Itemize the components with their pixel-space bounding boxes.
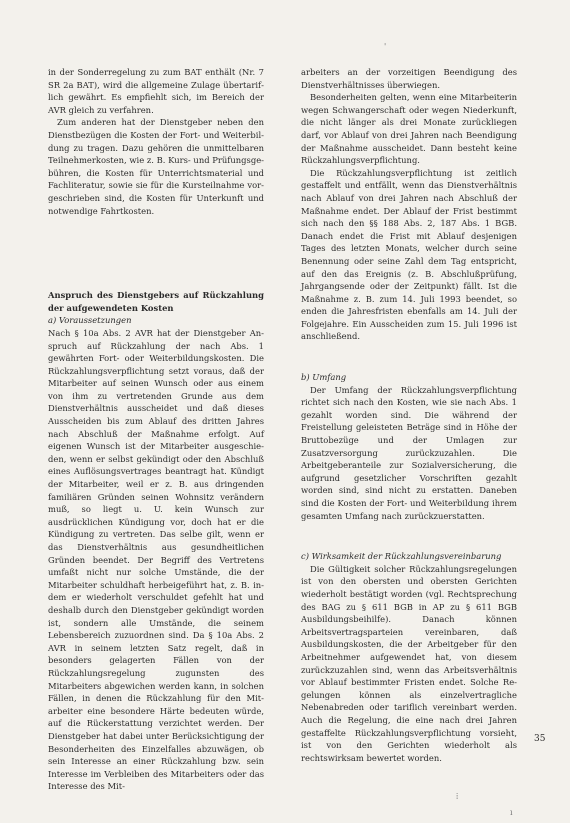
paragraph: Nach § 10a Abs. 2 AVR hat der Dienstgeber Anspruch auf Rückzahlung der nach Abs. 1 gewährten Fort- oder Weiterbildungskosten. Die Rückzahlungsverpflichtung setzt voraus, daß der Mitarbeiter auf seinen Wunsch oder aus einem von ihm zu vertretenden Grunde aus dem Dienstverhältnis ausscheidet und daß dieses Ausscheiden bis zum Ablauf des dritten Jahres nach Abschluß der Maßnahme erfolgt. Auf eigenen Wunsch ist der Mitarbeiter ausgeschieden, wenn er selbst gekündigt oder den Abschluß eines Auflösungsvertrages beantragt hat. Kündigt der Mitarbeiter, weil er z. B. aus dringenden familiären Gründen seinen Wohnsitz verändern muß, so liegt u. U. kein Wunsch zur ausdrücklichen Kündigung vor, doch hat er die Kündigung zu vertreten. Das selbe gilt, wenn er das Dienstverhältnis aus gesundheitlichen Gründen beendet. Der Begriff des Vertretens umfaßt nicht nur solche Umstände, die der Mitarbeiter schuldhaft herbeigeführt hat, z. B. indem er wiederholt verschuldet gefehlt hat und deshalb durch den Dienstgeber gekündigt worden ist, sondern alle Umstände, die seinem Lebensbereich zuzuordnen sind. Da § 10a Abs. 2 AVR in seinem letzten Satz regelt, daß in besonders gelagerten Fällen von der Rückzahlungsregelung zugunsten des Mitarbeiters abgewichen werden kann, in solchen Fällen, in denen die Rückzahlung für den Mitarbeiter eine besondere Härte bedeuten würde, auf die Rückerstattung verzichtet werden. Der Dienstgeber hat dabei unter Berücksichtigung der Besonderheiten des Einzelfalles abzuwägen, ob sein Interesse an einer Rückzahlung bzw. sein Interesse im Verbleiben des Mitarbeiters oder das Interesse des Mit- (48, 327, 264, 792)
paragraph: Der Umfang der Rückzahlungsverpflichtung richtet sich nach den Kosten, wie sie nach Abs. 1 gezahlt worden sind. Die während der Freistellung geleisteten Beträge sind in Höhe der Bruttobezüge und der Umlagen zur Zusatzversorgung zurückzuzahlen. Die Arbeitgeberanteile zur Sozialversicherung, die aufgrund gesetzlicher Vorschriften gezahlt worden sind, sind nicht zu erstatten. Daneben sind die Kosten der Fort- und Weiterbildung ihrem gesamten Umfang nach zurückzuerstatten. (301, 384, 517, 521)
scan-mark: ' (384, 42, 387, 51)
scan-mark: ı (510, 808, 513, 817)
subsection-heading: a) Voraussetzungen (48, 315, 132, 326)
paragraph: in der Sonderregelung zu zum BAT enthält (Nr. 7 SR 2a BAT), wird die allgemeine Zulage übertariflich gewährt. Es empfiehlt sich, im Bereich der AVR gleich zu verfahren. (48, 67, 264, 115)
left-column (48, 66, 264, 793)
right-column (301, 66, 517, 764)
section-heading: Anspruch des Dienstgebers auf Rückzahlung der aufgewendeten Kosten (48, 290, 264, 313)
page-number: 35 (534, 734, 546, 744)
scan-mark: ⁞ (456, 792, 459, 801)
subsection-heading: b) Umfang (301, 372, 347, 383)
paragraph: arbeiters an der vorzeitigen Beendigung des Dienstverhältnisses überwiegen. (301, 67, 517, 90)
paragraph: Die Gültigkeit solcher Rückzahlungsregelungen ist von den obersten und obersten Gerichten wiederholt bestätigt worden (vgl. Rechtsprechung des BAG zu § 611 BGB in AP zu § 611 BGB Ausbildungsbeihilfe). Danach können Arbeitsvertragsparteien vereinbaren, daß Ausbildungskosten, die der Arbeitgeber für den Arbeitnehmer aufgewendet hat, von diesem zurückzuzahlen sind, wenn das Arbeitsverhältnis vor Ablauf bestimmter Fristen endet. Solche Regelungen können als einzelvertragliche Nebenabreden oder tariflich vereinbart werden. Auch die Regelung, die eine nach drei Jahren gestaffelte Rückzahlungsverpflichtung vorsieht, ist von den Gerichten wiederholt als rechtswirksam bewertet worden. (301, 563, 517, 763)
subsection-heading: c) Wirksamkeit der Rückzahlungsvereinbarung (301, 551, 502, 562)
paragraph: Besonderheiten gelten, wenn eine Mitarbeiterin wegen Schwangerschaft oder wegen Niederkunft, die nicht länger als drei Monate zurückliegen darf, vor Ablauf von drei Jahren nach Beendigung der Maßnahme ausscheidet. Dann besteht keine Rückzahlungsverpflichtung. (301, 92, 517, 166)
paragraph: Die Rückzahlungsverpflichtung ist zeitlich gestaffelt und entfällt, wenn das Dienstverhältnis nach Ablauf von drei Jahren nach Abschluß der Maßnahme endet. Der Ablauf der Frist bestimmt sich nach den §§ 188 Abs. 2, 187 Abs. 1 BGB. Danach endet die Frist mit Ablauf desjenigen Tages des letzten Monats, welcher durch seine Benennung oder seine Zahl dem Tag entspricht, auf den das Ereignis (z. B. Abschlußprüfung, Jahrgangsende oder der Zeitpunkt) fällt. Ist die Maßnahme z. B. zum 14. Juli 1993 beendet, so enden die Jahresfristen ebenfalls am 14. Juli der Folgejahre. Ein Ausscheiden zum 15. Juli 1996 ist anschließend. (301, 167, 517, 342)
paragraph: Zum anderen hat der Dienstgeber neben den Dienstbezügen die Kosten der Fort- und Weiterbildung zu tragen. Dazu gehören die unmittelbaren Teilnehmerkosten, wie z. B. Kurs- und Prüfungsgebühren, die Kosten für Unterrichtsmaterial und Fachliteratur, sowie sie für die Kursteilnahme vorgeschrieben sind, die Kosten für Unterkunft und notwendige Fahrtkosten. (48, 117, 264, 216)
